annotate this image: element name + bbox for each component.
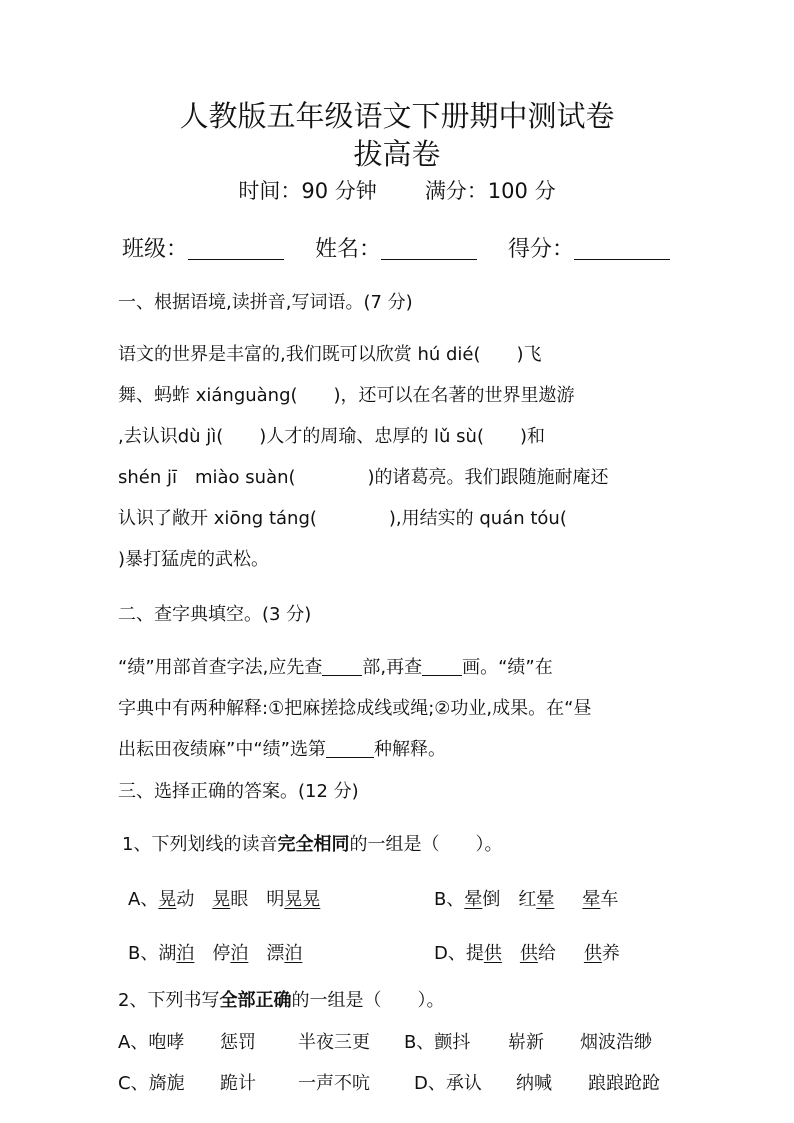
section1-line-4: shén jī miào suàn( )的诸葛亮。我们跟随施耐庵还 [118,467,609,488]
word-text: 养 [601,943,620,964]
class-label: 班级： [122,237,189,262]
q2-option-d-word1: D、承认 [414,1073,482,1094]
section2-text-b: 部,再查 [362,657,423,678]
time-limit: 时间：90 分钟 [238,179,377,203]
q1-prefix: 1、下列划线的读音 [122,834,278,855]
section2-line-3 [118,738,446,762]
underlined-char: 泊 [176,943,195,964]
q2-option-a-word3: 半夜三更 [298,1032,370,1053]
stroke-count-blank[interactable] [422,657,462,676]
exam-title: 人教版五年级语文下册期中测试卷 [179,99,615,133]
q2-option-a-word2: 惩罚 [220,1032,256,1053]
underlined-char: 泊 [230,943,249,964]
section1-line-3: ,去认识dù jì( )人才的周瑜、忠厚的 lǔ sù( )和 [118,426,546,447]
word-text: 给 [537,943,556,964]
section1-line-1: 语文的世界是丰富的,我们既可以欣赏 hú dié( )飞 [118,344,542,365]
word-text: 眼 [230,889,249,910]
question-1 [122,833,502,857]
section1-line-2: 舞、蚂蚱 xiánguàng( )，还可以在名著的世界里遨游 [118,385,575,406]
score-blank[interactable] [574,237,670,260]
q2-option-a-word1: A、咆哮 [118,1032,185,1053]
word-text: 提 [465,943,484,964]
name-blank[interactable] [381,237,477,260]
class-blank[interactable] [188,237,284,260]
q2-emphasis: 全部正确 [219,990,292,1011]
exam-meta [0,175,794,205]
option-label: A、 [128,889,159,910]
q2-option-d-word3: 踉踉跄跄 [588,1073,660,1094]
underlined-char: 晕 [582,889,601,910]
q1-option-b[interactable] [434,888,618,912]
underlined-char: 晕 [536,889,555,910]
q1-option-d[interactable] [434,942,620,966]
q2-option-b-word2: 崭新 [508,1032,544,1053]
underlined-char: 供 [519,943,538,964]
q2-row-cd[interactable] [118,1072,660,1096]
section1-line-5: 认识了敞开 xiōng táng( ),用结实的 quán tóu( [118,508,567,529]
meaning-blank[interactable] [326,739,374,758]
section2-line-1 [118,656,553,680]
q2-option-c-word1: C、旖旎 [118,1073,185,1094]
underlined-char: 泊 [284,943,303,964]
underlined-char: 晕 [464,889,483,910]
section1-line-6: )暴打猛虎的武松。 [118,549,270,570]
exam-subtitle: 拔高卷 [353,137,441,171]
q2-option-c-word2: 跪计 [220,1073,256,1094]
q2-option-b-word1: B、颤抖 [404,1032,471,1053]
name-label: 姓名： [315,237,382,262]
option-label: B、 [434,889,465,910]
word-text: 漂 [266,943,285,964]
underlined-char: 晃 [158,889,177,910]
word-text: 倒 [482,889,501,910]
question-2 [118,989,444,1013]
underlined-char: 供 [583,943,602,964]
q2-prefix: 2、下列书写 [118,990,220,1011]
q2-suffix: 的一组是（ ）。 [291,990,445,1011]
underlined-char: 晃晃 [284,889,321,910]
q1-option-c[interactable] [128,942,302,966]
q2-option-d-word2: 纳喊 [516,1073,552,1094]
q1-option-a[interactable] [128,888,320,912]
option-label: B、 [128,943,159,964]
section2-text-a: “绩”用部首查字法,应先查 [118,657,323,678]
section2-text-d: 出耘田夜绩麻”中“绩”选第 [118,739,326,760]
underlined-char: 晃 [212,889,231,910]
full-score: 满分：100 分 [424,179,556,203]
q1-suffix: 的一组是（ ）。 [349,834,503,855]
word-text: 动 [176,889,195,910]
word-text: 车 [600,889,619,910]
section1-heading: 一、根据语境,读拼音,写词语。(7 分) [118,292,413,313]
section2-text-c: 画。“绩”在 [462,657,553,678]
section2-line-2: 字典中有两种解释:①把麻搓捻成线或绳;②功业,成果。在“昼 [118,698,592,719]
q2-row-ab[interactable] [118,1031,652,1055]
option-label: D、 [434,943,466,964]
word-text: 明 [266,889,285,910]
student-info-row [122,232,670,263]
word-text: 停 [212,943,231,964]
word-text: 红 [518,889,537,910]
section2-heading: 二、查字典填空。(3 分) [118,604,312,625]
q1-emphasis: 完全相同 [277,834,350,855]
score-label: 得分： [508,237,575,262]
underlined-char: 供 [483,943,502,964]
section2-text-e: 种解释。 [373,739,446,760]
q2-option-c-word3: 一声不吭 [298,1073,370,1094]
radical-blank[interactable] [322,657,362,676]
section3-heading: 三、选择正确的答案。(12 分) [118,781,359,802]
word-text: 湖 [158,943,177,964]
q2-option-b-word3: 烟波浩缈 [580,1032,652,1053]
